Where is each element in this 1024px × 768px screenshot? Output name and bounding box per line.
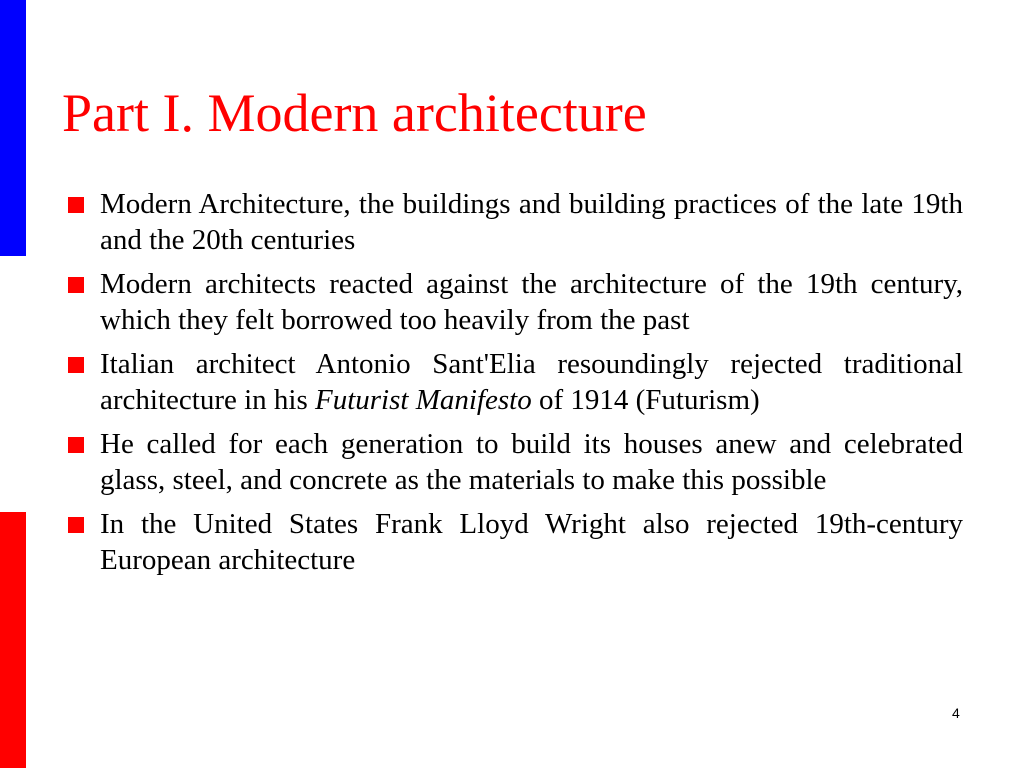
square-bullet-icon: [66, 266, 100, 302]
bullet-text: Modern architects reacted against the architecture of the 19th century, which they felt borrowed too heavily from the past: [100, 268, 963, 336]
accent-bar-blue: [0, 0, 26, 256]
square-bullet-icon: [66, 426, 100, 462]
bullet-text: He called for each generation to build its houses anew and celebrated glass, steel, and concrete as the materials to make this possible: [100, 428, 963, 496]
italic-title: Futurist Manifesto: [315, 384, 532, 416]
square-bullet-icon: [66, 346, 100, 382]
square-bullet-icon: [66, 506, 100, 542]
square-bullet-icon: [66, 186, 100, 222]
bullet-text-part: Italian architect Antonio Sant'Elia resoundingly rejected traditional architecture in his: [100, 348, 963, 416]
bullet-text: Modern Architecture, the buildings and building practices of the late 19th and the 20th centuries: [100, 188, 963, 256]
slide-title: Part I. Modern architecture: [62, 83, 647, 143]
bullet-item: [66, 346, 963, 418]
accent-bar-red: [0, 512, 26, 768]
bullet-text: [100, 346, 963, 418]
bullet-item: [66, 426, 963, 498]
bullet-text-part: of 1914 (Futurism): [531, 384, 760, 416]
bullet-item: [66, 266, 963, 338]
bullet-item: [66, 186, 963, 258]
bullet-item: [66, 506, 963, 578]
bullet-list: [66, 186, 963, 586]
page-number: 4: [952, 705, 960, 721]
bullet-text: In the United States Frank Lloyd Wright also rejected 19th-century European architecture: [100, 508, 963, 576]
